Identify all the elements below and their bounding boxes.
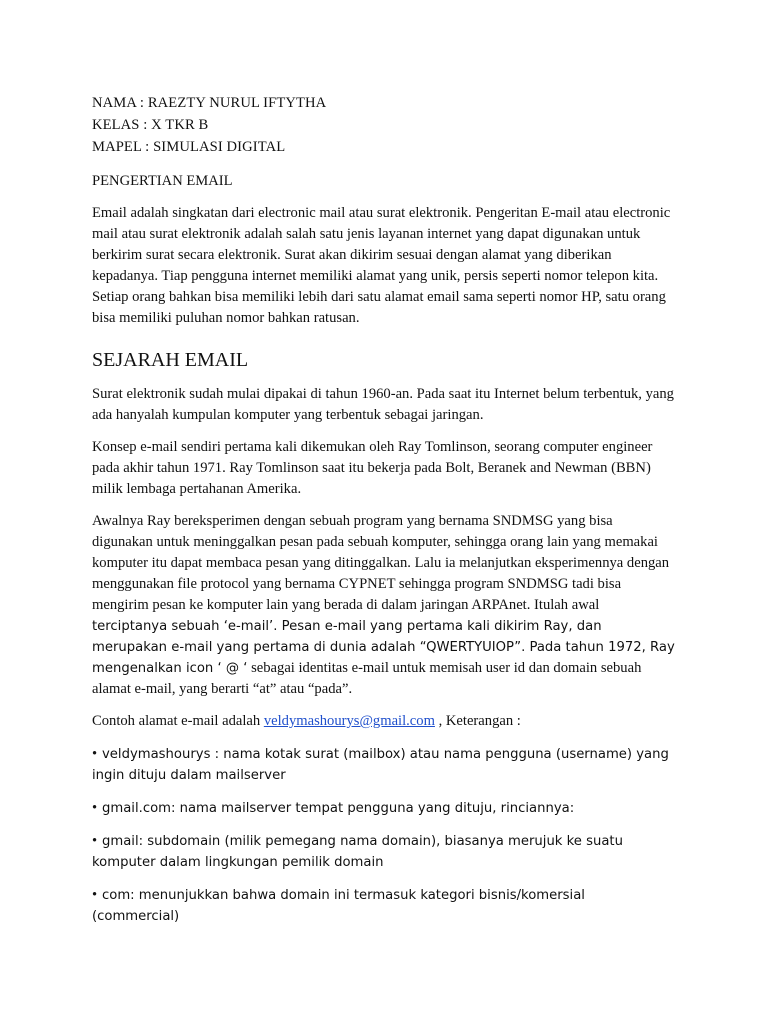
bullet-text-subdomain: gmail: subdomain (milik pemegang nama domain), biasanya merujuk ke suatu komputer dalam lingkungan pemilik domain <box>92 834 623 870</box>
history-paragraph-3-part-a: Awalnya Ray bereksperimen dengan sebuah program yang bernama SNDMSG yang bisa digunakan untuk meninggalkan pesan pada sebuah komputer, sehingga orang lain yang memakai komputer itu dapat membaca pesan yang ditinggalkan. Lalu ia melanjutkan eksperimennya dengan menggunakan file protocol yang bernama CYPNET sehingga program SNDMSG tadi bisa mengirim pesan ke komputer lain yang berada di dalam jaringan ARPAnet. Itulah awal <box>92 513 670 613</box>
history-title: SEJARAH EMAIL <box>92 349 249 371</box>
history-paragraph-3-part-b: terciptanya sebuah ‘e-mail’. Pesan e-mail yang pertama kali dikirim Ray, dan merupakan e-mail yang pertama di dunia adalah “QWERTYUIOP”. Pada tahun 1972, Ray mengenalkan icon ‘ @ ‘ <box>92 619 675 676</box>
bullet-dot-icon: • <box>92 746 98 762</box>
history-paragraph-2: Konsep e-mail sendiri pertama kali dikemukan oleh Ray Tomlinson, seorang computer engineer pada akhir tahun 1971. Ray Tomlinson saat itu bekerja pada Bolt, Beranek and Newman (BBN) milik lembaga pertahanan Amerika. <box>92 439 653 497</box>
bullet-item-com <box>92 885 676 927</box>
student-class: KELAS : X TKR B <box>92 117 209 133</box>
history-paragraph-3-part-c: sebagai identitas e-mail untuk memisah user id dan domain sebuah alamat e-mail, yang berarti “at” atau “pada”. <box>92 660 642 697</box>
bullet-text-mailserver: gmail.com: nama mailserver tempat pengguna yang dituju, rinciannya: <box>102 801 575 816</box>
student-name: NAMA : RAEZTY NURUL IFTYTHA <box>92 95 327 111</box>
bullet-item-mailserver <box>92 798 676 819</box>
definition-paragraph: Email adalah singkatan dari electronic mail atau surat elektronik. Pengeritan E-mail atau electronic mail atau surat elektronik adalah salah satu jenis layanan internet yang dapat digunakan untuk berkirim surat secara elektronik. Surat akan dikirim sesuai dengan alamat yang diberikan kepadanya. Tiap pengguna internet memiliki alamat yang unik, persis seperti nomor telepon kita. Setiap orang bahkan bisa memiliki lebih dari satu alamat email sama seperti nomor HP, satu orang bisa memiliki puluhan nomor bahkan ratusan. <box>92 205 671 326</box>
history-paragraph-1: Surat elektronik sudah mulai dipakai di tahun 1960-an. Pada saat itu Internet belum terbentuk, yang ada hanyalah kumpulan komputer yang terbentuk sebagai jaringan. <box>92 386 674 423</box>
bullet-dot-icon: • <box>92 833 98 849</box>
email-example-prefix: Contoh alamat e-mail adalah <box>92 713 264 729</box>
email-example-link[interactable]: veldymashourys@gmail.com <box>263 713 435 729</box>
bullet-text-mailbox: veldymashourys : nama kotak surat (mailbox) atau nama pengguna (username) yang ingin dituju dalam mailserver <box>92 747 669 783</box>
bullet-text-com: com: menunjukkan bahwa domain ini termasuk kategori bisnis/komersial (commercial) <box>92 888 585 924</box>
bullet-item-mailbox <box>92 744 676 786</box>
bullet-dot-icon: • <box>92 800 98 816</box>
email-example-paragraph <box>92 711 676 732</box>
history-paragraph-3 <box>92 511 676 700</box>
email-example-suffix: , Keterangan : <box>434 713 521 729</box>
subject-line: MAPEL : SIMULASI DIGITAL <box>92 139 286 155</box>
definition-title: PENGERTIAN EMAIL <box>92 173 233 189</box>
bullet-dot-icon: • <box>92 887 98 903</box>
bullet-item-subdomain <box>92 831 676 873</box>
